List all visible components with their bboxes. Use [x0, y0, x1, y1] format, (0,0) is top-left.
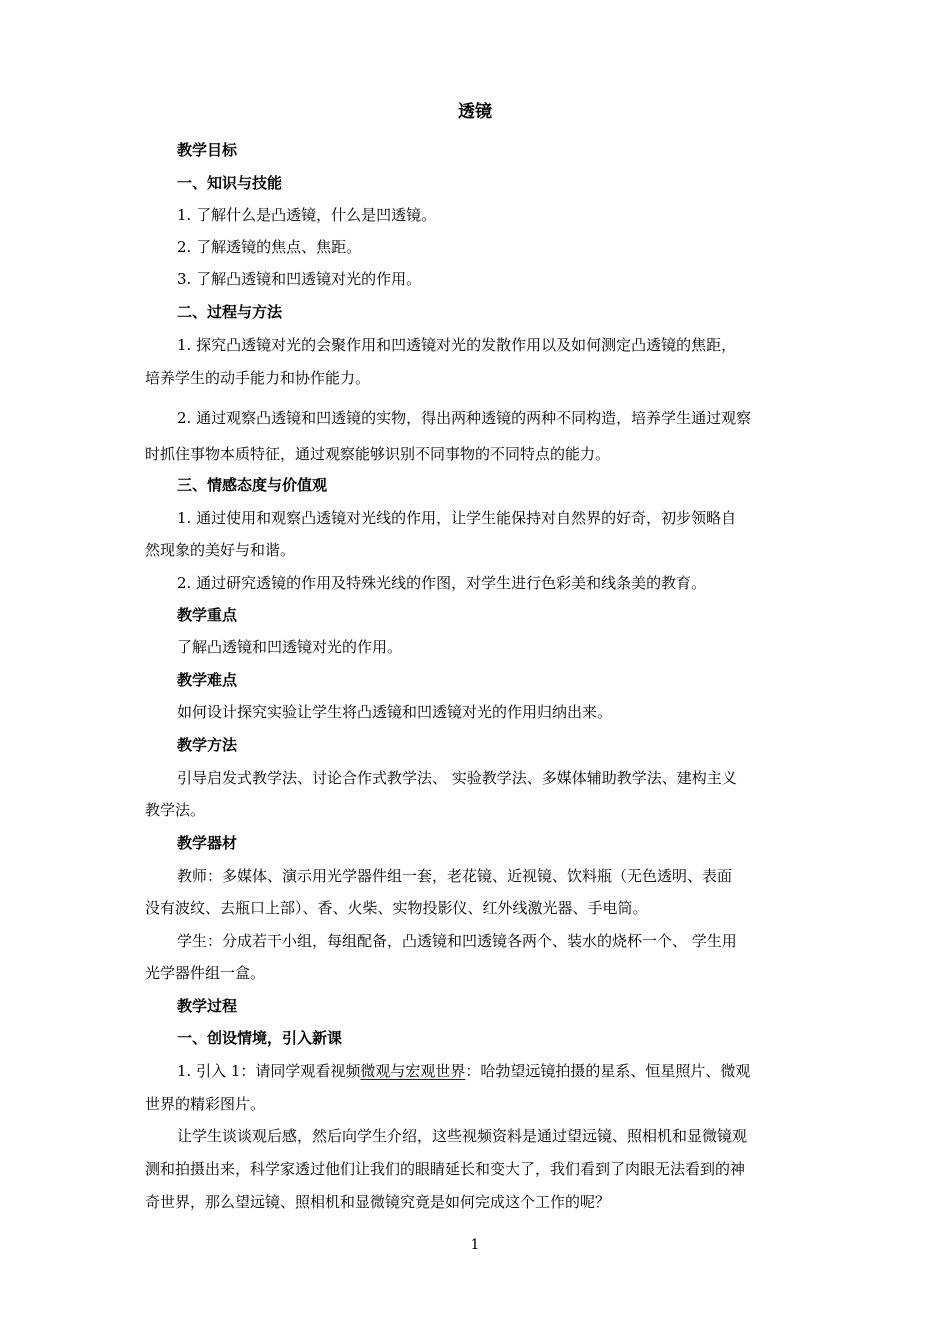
- knowledge-item-2: 2. 了解透镜的焦点、焦距。: [177, 238, 362, 256]
- page-title: 透镜: [458, 102, 492, 122]
- process-item-1-line-2: 培养学生的动手能力和协作能力。: [145, 369, 371, 387]
- teacher-line-1: 教师：多媒体、演示用光学器件组一套，老花镜、近视镜、饮料瓶（无色透明、表面: [177, 867, 733, 885]
- procedure-heading: 教学过程: [177, 997, 238, 1015]
- intro-prefix: 1. 引入 1：请同学观看视频: [177, 1062, 361, 1080]
- student-line-2: 光学器件组一盒。: [145, 964, 266, 982]
- goals-heading: 教学目标: [177, 141, 238, 159]
- knowledge-item-3: 3. 了解凸透镜和凹透镜对光的作用。: [177, 270, 422, 288]
- process-heading: 二、过程与方法: [177, 303, 283, 321]
- method-heading: 教学方法: [177, 736, 238, 754]
- discuss-line-2: 测和拍摄出来，科学家透过他们让我们的眼睛延长和变大了，我们看到了肉眼无法看到的神: [145, 1160, 746, 1178]
- difficulty-heading: 教学难点: [177, 671, 238, 689]
- intro-suffix: ：哈勃望远镜拍摄的星系、恒星照片、微观: [465, 1062, 751, 1080]
- key-heading: 教学重点: [177, 606, 238, 624]
- emotion-item-1-line-1: 1. 通过使用和观察凸透镜对光线的作用，让学生能保持对自然界的好奇，初步领略自: [177, 509, 737, 527]
- student-line-1: 学生：分成若干小组，每组配备，凸透镜和凹透镜各两个、装水的烧杯一个、 学生用: [177, 932, 737, 950]
- intro-line-1: [177, 1061, 815, 1081]
- key-text: 了解凸透镜和凹透镜对光的作用。: [177, 638, 403, 656]
- teacher-line-2: 没有波纹、去瓶口上部）、香、火柴、实物投影仪、红外线激光器、手电筒。: [145, 899, 648, 917]
- process-item-2-line-1: 2. 通过观察凸透镜和凹透镜的实物，得出两种透镜的两种不同构造，培养学生通过观察: [177, 409, 752, 427]
- page-number: 1: [470, 1237, 480, 1253]
- video-link[interactable]: 微观与宏观世界: [360, 1062, 466, 1080]
- discuss-line-1: 让学生谈谈观后感，然后向学生介绍，这些视频资料是通过望远镜、照相机和显微镜观: [177, 1127, 748, 1145]
- procedure-subheading: 一、创设情境，引入新课: [177, 1029, 343, 1047]
- difficulty-text: 如何设计探究实验让学生将凸透镜和凹透镜对光的作用归纳出来。: [177, 703, 613, 721]
- intro-line-2: 世界的精彩图片。: [145, 1095, 266, 1113]
- emotion-item-2: 2. 通过研究透镜的作用及特殊光线的作图，对学生进行色彩美和线条美的教育。: [177, 574, 707, 592]
- process-item-2-line-2: 时抓住事物本质特征，通过观察能够识别不同事物的不同特点的能力。: [145, 445, 611, 463]
- process-item-1-line-1: 1. 探究凸透镜对光的会聚作用和凹透镜对光的发散作用以及如何测定凸透镜的焦距，: [177, 336, 737, 354]
- equipment-heading: 教学器材: [177, 834, 238, 852]
- knowledge-heading: 一、知识与技能: [177, 174, 283, 192]
- discuss-line-3: 奇世界，那么望远镜、照相机和显微镜究竟是如何完成这个工作的呢？: [145, 1193, 611, 1211]
- method-line-2: 教学法。: [145, 801, 206, 819]
- knowledge-item-1: 1. 了解什么是凸透镜，什么是凹透镜。: [177, 206, 437, 224]
- method-line-1: 引导启发式教学法、讨论合作式教学法、 实验教学法、多媒体辅助教学法、建构主义: [177, 769, 737, 787]
- emotion-item-1-line-2: 然现象的美好与和谐。: [145, 541, 296, 559]
- emotion-heading: 三、情感态度与价值观: [177, 476, 328, 494]
